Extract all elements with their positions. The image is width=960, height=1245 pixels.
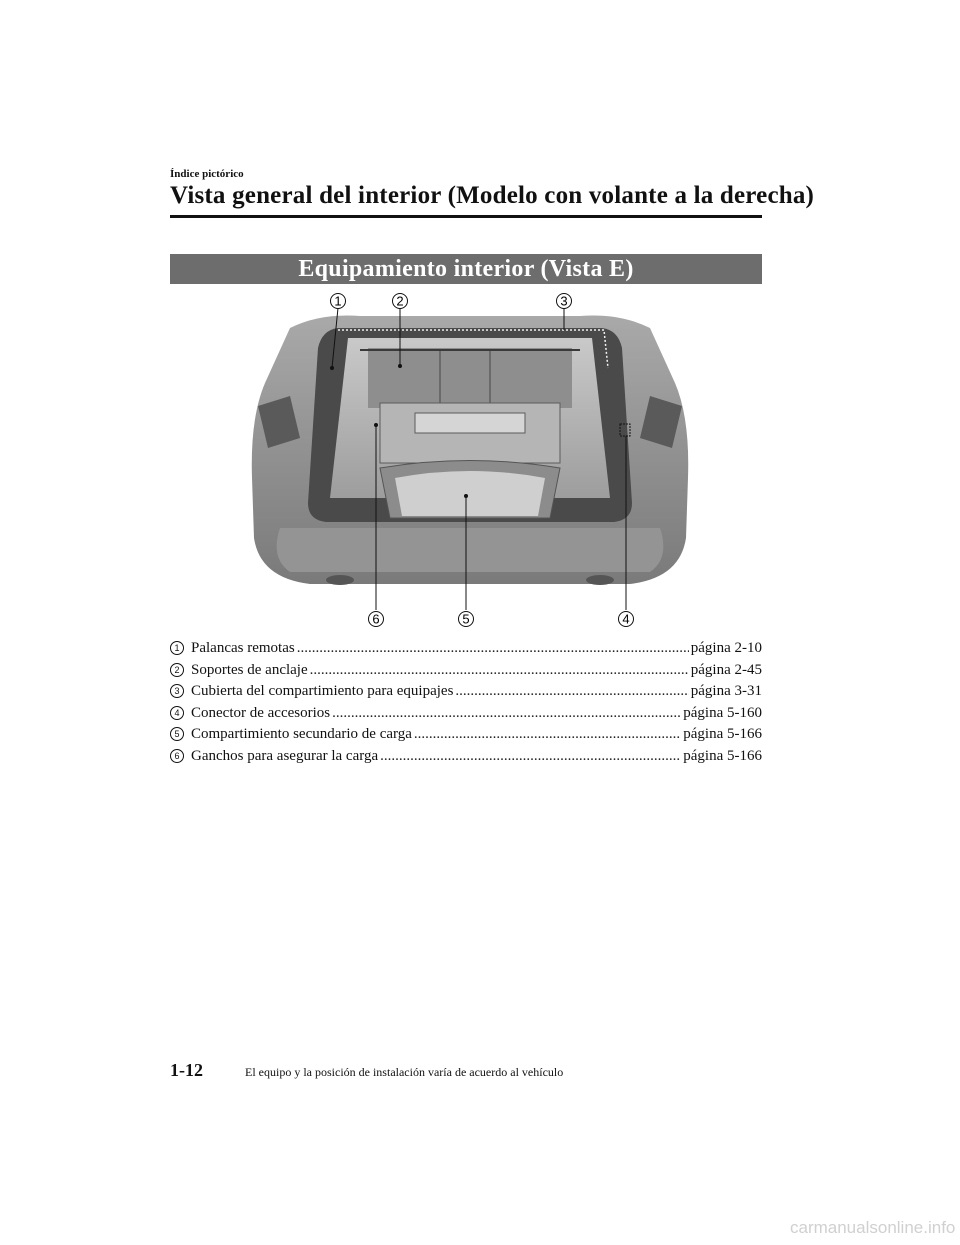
- item-label: Compartimiento secundario de carga: [191, 726, 412, 743]
- title-divider: [170, 215, 762, 218]
- list-item: [170, 705, 762, 727]
- item-number: 4: [170, 706, 184, 720]
- page-title: Vista general del interior (Modelo con volante a la derecha): [170, 182, 815, 209]
- item-label: Conector de accesorios: [191, 704, 331, 721]
- callout-5: [459, 612, 474, 627]
- dot-leader: [332, 705, 681, 722]
- list-item: [170, 726, 762, 748]
- callout-1: [331, 294, 346, 309]
- callout-4: [619, 612, 634, 627]
- dot-leader: [455, 683, 688, 700]
- cargo-area-illustration: [250, 288, 690, 636]
- callout-2: [393, 294, 408, 309]
- section-label: Índice pictórico: [170, 168, 244, 180]
- item-list: [170, 640, 762, 770]
- item-number: 2: [170, 663, 184, 677]
- dot-leader: [297, 640, 689, 657]
- callout-3: [557, 294, 572, 309]
- list-item: [170, 640, 762, 662]
- callout-3-label: 3: [560, 293, 568, 309]
- list-item: [170, 662, 762, 684]
- item-number: 5: [170, 727, 184, 741]
- callout-2-label: 2: [396, 293, 404, 309]
- item-label: Ganchos para asegurar la carga: [191, 747, 379, 764]
- item-label: Soportes de anclaje: [191, 661, 308, 678]
- dot-leader: [310, 662, 689, 679]
- list-item: [170, 748, 762, 770]
- footer-note: El equipo y la posición de instalación varía de acuerdo al vehículo: [245, 1065, 564, 1079]
- callout-4-label: 4: [622, 611, 630, 627]
- page-number: 1-12: [170, 1060, 203, 1080]
- dot-leader: [414, 726, 681, 743]
- callout-5-label: 5: [462, 611, 470, 627]
- list-item: [170, 683, 762, 705]
- item-page-ref: página 5-166: [683, 726, 762, 743]
- callout-1-label: 1: [334, 293, 342, 309]
- callout-6-label: 6: [372, 611, 380, 627]
- item-number: 3: [170, 684, 184, 698]
- item-number: 1: [170, 641, 184, 655]
- dot-leader: [380, 748, 681, 765]
- item-page-ref: página 5-160: [683, 704, 762, 721]
- item-page-ref: página 2-10: [690, 640, 762, 656]
- item-page-ref: página 3-31: [690, 683, 762, 700]
- watermark: carmanualsonline.info: [790, 1218, 956, 1237]
- item-label: Palancas remotas: [191, 640, 295, 656]
- item-page-ref: página 5-166: [683, 747, 762, 764]
- callout-6: [369, 612, 384, 627]
- item-page-ref: página 2-45: [690, 661, 762, 678]
- item-label: Cubierta del compartimiento para equipajes: [191, 683, 454, 700]
- section-banner: Equipamiento interior (Vista E): [170, 254, 762, 284]
- item-number: 6: [170, 749, 184, 763]
